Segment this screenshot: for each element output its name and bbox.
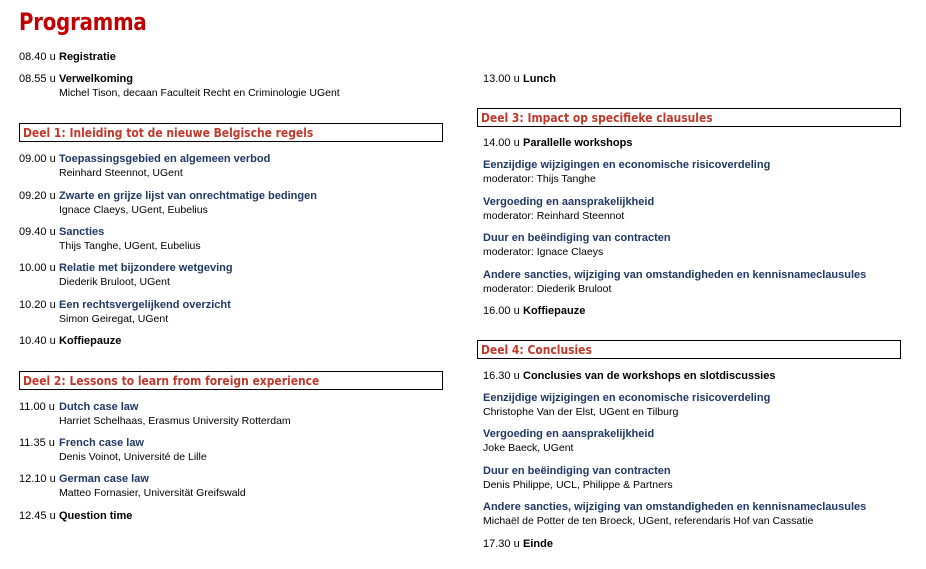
item-time: 10.00 u: [19, 262, 56, 274]
item-title: French case law: [59, 437, 144, 449]
item-speaker: Simon Geiregat, UGent: [59, 313, 169, 325]
item-title: Verwelkoming: [59, 73, 133, 85]
track-title: Duur en beëindiging van contracten: [483, 465, 671, 477]
workshop-track: [483, 195, 903, 223]
item-time: 16.00 u: [483, 305, 520, 317]
item-time: 10.20 u: [19, 299, 56, 311]
item-title: Zwarte en grijze lijst van onrechtmatige bedingen: [59, 190, 317, 202]
item-speaker: Diederik Bruloot, UGent: [59, 276, 170, 288]
workshop-track: [483, 231, 903, 259]
track-moderator: moderator: Ignace Claeys: [483, 246, 604, 258]
program-item: [19, 152, 439, 180]
workshop-track: [483, 268, 903, 296]
program-item-workshops: [483, 136, 903, 150]
item-time: 08.40 u: [19, 51, 56, 63]
item-title: Conclusies van de workshops en slotdiscussies: [523, 370, 776, 382]
program-item-lunch: [483, 72, 903, 86]
track-title: Andere sancties, wijziging van omstandigheden en kennisnameclausules: [483, 501, 867, 513]
program-item-question-time: [19, 509, 439, 523]
item-title: Koffiepauze: [59, 335, 122, 347]
track-speaker: Joke Baeck, UGent: [483, 442, 574, 454]
section-heading-deel3: Deel 3: Impact op specifieke clausules: [477, 108, 901, 127]
item-speaker: Denis Voinot, Université de Lille: [59, 451, 207, 463]
page-title: Programma: [19, 8, 147, 36]
item-time: 11.00 u: [19, 401, 55, 413]
track-title: Duur en beëindiging van contracten: [483, 232, 671, 244]
track-speaker: Denis Philippe, UCL, Philippe & Partners: [483, 479, 673, 491]
item-time: 09.20 u: [19, 190, 56, 202]
program-item: [19, 225, 439, 253]
program-item-registratie: [19, 50, 439, 64]
section-heading-deel1: Deel 1: Inleiding tot de nieuwe Belgische regels: [19, 123, 443, 142]
program-item: [19, 189, 439, 217]
item-title: Dutch case law: [59, 401, 139, 413]
track-title: Andere sancties, wijziging van omstandigheden en kennisnameclausules: [483, 269, 867, 281]
section-heading-deel4: Deel 4: Conclusies: [477, 340, 901, 359]
item-title: Parallelle workshops: [523, 137, 633, 149]
conclusion-track: [483, 500, 903, 528]
item-time: 16.30 u: [483, 370, 520, 382]
track-moderator: moderator: Reinhard Steennot: [483, 210, 625, 222]
track-title: Vergoeding en aansprakelijkheid: [483, 428, 655, 440]
item-title: Einde: [523, 538, 553, 550]
item-time: 13.00 u: [483, 73, 520, 85]
program-item: [19, 261, 439, 289]
item-speaker: Reinhard Steennot, UGent: [59, 167, 183, 179]
item-time: 12.10 u: [19, 473, 56, 485]
program-item-koffiepauze: [19, 334, 439, 348]
item-title: Koffiepauze: [523, 305, 586, 317]
item-time: 12.45 u: [19, 510, 56, 522]
item-title: Lunch: [523, 73, 556, 85]
item-speaker: Matteo Fornasier, Universität Greifswald: [59, 487, 246, 499]
item-title: Een rechtsvergelijkend overzicht: [59, 299, 231, 311]
workshop-track: [483, 158, 903, 186]
item-title: German case law: [59, 473, 149, 485]
item-time: 08.55 u: [19, 73, 56, 85]
item-speaker: Ignace Claeys, UGent, Eubelius: [59, 204, 208, 216]
program-item: [19, 298, 439, 326]
program-item-verwelkoming: [19, 72, 439, 100]
program-item-conclusies: [483, 369, 903, 383]
track-speaker: Michaël de Potter de ten Broeck, UGent, referendaris Hof van Cassatie: [483, 515, 814, 527]
track-moderator: moderator: Diederik Bruloot: [483, 283, 612, 295]
item-time: 14.00 u: [483, 137, 520, 149]
track-title: Eenzijdige wijzigingen en economische risicoverdeling: [483, 392, 771, 404]
item-title: Registratie: [59, 51, 116, 63]
item-time: 09.40 u: [19, 226, 56, 238]
item-title: Sancties: [59, 226, 105, 238]
item-speaker: Thijs Tanghe, UGent, Eubelius: [59, 240, 201, 252]
program-item-einde: [483, 537, 903, 551]
program-item-koffiepauze: [483, 304, 903, 318]
conclusion-track: [483, 427, 903, 455]
item-title: Question time: [59, 510, 133, 522]
program-item: [19, 436, 439, 464]
track-title: Eenzijdige wijzigingen en economische risicoverdeling: [483, 159, 771, 171]
track-title: Vergoeding en aansprakelijkheid: [483, 196, 655, 208]
item-speaker: Harriet Schelhaas, Erasmus University Rotterdam: [59, 415, 291, 427]
item-time: 17.30 u: [483, 538, 520, 550]
item-time: 10.40 u: [19, 335, 56, 347]
program-item: [19, 472, 439, 500]
item-title: Toepassingsgebied en algemeen verbod: [59, 153, 271, 165]
item-time: 09.00 u: [19, 153, 56, 165]
item-title: Relatie met bijzondere wetgeving: [59, 262, 233, 274]
item-time: 11.35 u: [19, 437, 55, 449]
conclusion-track: [483, 391, 903, 419]
track-moderator: moderator: Thijs Tanghe: [483, 173, 596, 185]
track-speaker: Christophe Van der Elst, UGent en Tilburg: [483, 406, 679, 418]
section-heading-deel2: Deel 2: Lessons to learn from foreign experience: [19, 371, 443, 390]
item-speaker: Michel Tison, decaan Faculteit Recht en Criminologie UGent: [59, 87, 340, 99]
program-item: [19, 400, 439, 428]
conclusion-track: [483, 464, 903, 492]
